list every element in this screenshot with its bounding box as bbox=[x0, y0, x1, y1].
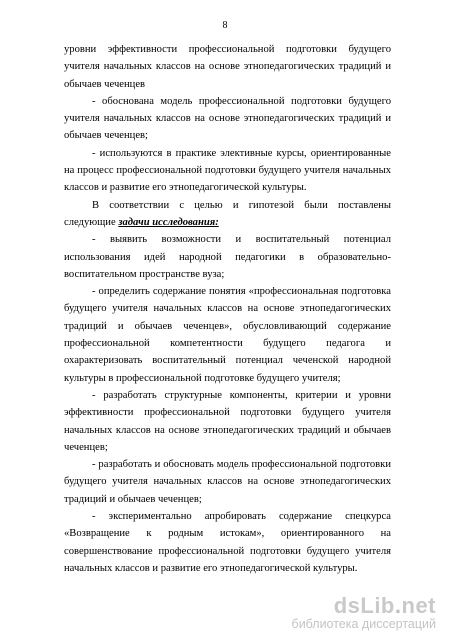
watermark[interactable] bbox=[292, 595, 436, 631]
watermark-logo bbox=[292, 595, 436, 617]
page-number: 8 bbox=[222, 20, 228, 31]
watermark-logo-dot: . bbox=[394, 593, 402, 618]
list-item: - разработать и обосновать модель профессиональной подготовки будущего учителя начальных классов на основе этнопедагогических традиций и обычаев чеченцев; bbox=[64, 459, 391, 505]
list-item: - разработать структурные компоненты, критерии и уровни эффективности профессиональной подготовки будущего учителя начальных классов на основе этнопедагогических традиций и обычаев чеченцев; bbox=[64, 389, 391, 453]
list-item: - используются в практике элективные курсы, ориентированные на процесс профессиональной подготовки будущего учителя начальных классов и развитие его этнопедагогической культуры. bbox=[64, 147, 391, 194]
document-body bbox=[64, 41, 391, 577]
list-item: - выявить возможности и воспитательный потенциал использования идей народной педагогики в образовательно-воспитательном пространстве вуза; bbox=[64, 234, 391, 280]
tasks-intro-paragraph bbox=[64, 197, 391, 232]
tasks-heading: задачи исследования: bbox=[118, 216, 219, 228]
paragraph-continuation: уровни эффективности профессиональной подготовки будущего учителя начальных классов на основе этнопедагогических традиций и обычаев чеченцев bbox=[64, 44, 391, 90]
list-item: - экспериментально апробировать содержание спецкурса «Возвращение к родным истокам», ориентированного на совершенствование профессиональной подготовки будущего учителя начальных классов и развитие его этнопедагогической культуры. bbox=[64, 511, 391, 574]
list-item: - обоснована модель профессиональной подготовки будущего учителя начальных классов на основе этнопедагогических традиций и обычаев чеченцев; bbox=[64, 95, 391, 142]
tasks-intro-text: В соответствии с целью и гипотезой были поставлены следующие bbox=[64, 199, 391, 228]
watermark-tagline: библиотека диссертаций bbox=[291, 617, 436, 631]
list-item: - определить содержание понятия «профессиональная подготовка будущего учителя начальных классов на основе этнопедагогических традиций и обычаев чеченцев», обусловливающий содержание профессиональной компетентности будущего педагога и охарактеризовать воспитательный потенциал чеченской народной культуры в профессиональной подготовке будущего учителя; bbox=[64, 286, 391, 384]
watermark-logo-tld: net bbox=[401, 593, 436, 618]
watermark-logo-main: dsLib bbox=[333, 593, 395, 618]
